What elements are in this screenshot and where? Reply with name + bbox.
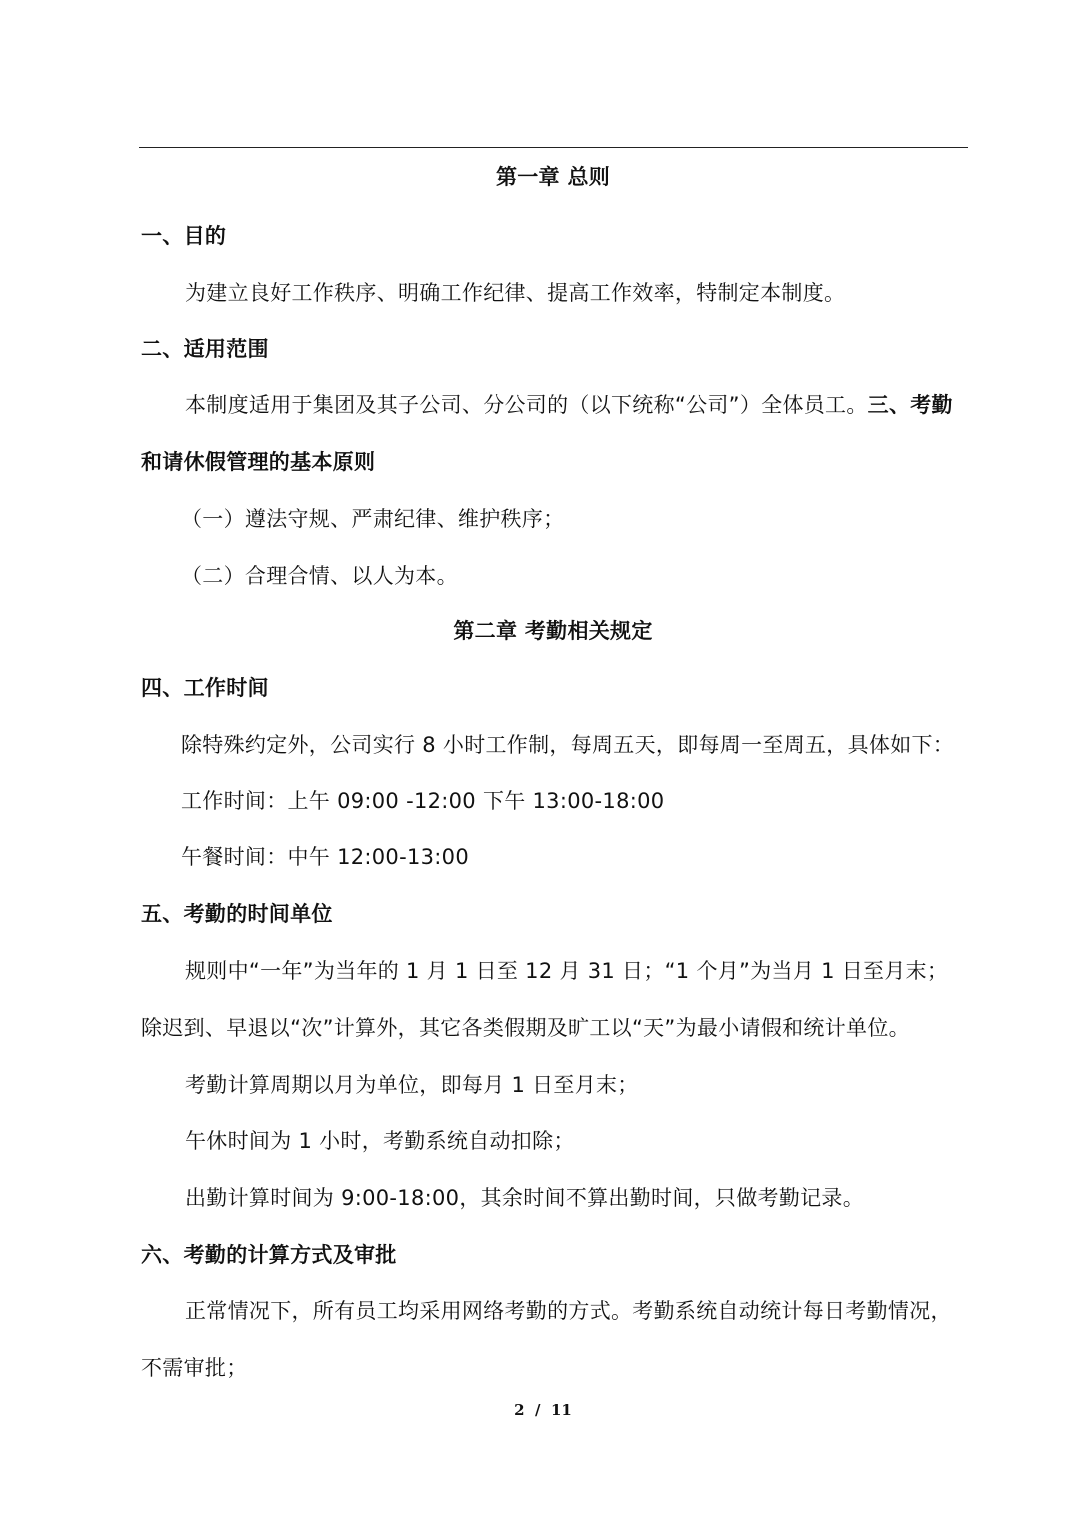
section-2-text-line (185, 390, 953, 420)
section-5-para-2: 考勤计算周期以月为单位，即每月 1 日至月末； (185, 1073, 639, 1097)
header-rule (139, 147, 968, 148)
section-3-item-2: （二）合理合情、以人为本。 (181, 564, 458, 588)
section-3-heading-end: 和请休假管理的基本原则 (141, 450, 376, 474)
section-5-para-4: 出勤计算时间为 9:00-18:00，其余时间不算出勤时间，只做考勤记录。 (185, 1186, 865, 1210)
page-number: 2 / 11 (514, 1401, 572, 1419)
section-6-para-1-line-2: 不需审批； (141, 1356, 248, 1380)
section-3-item-1: （一）遵法守规、严肃纪律、维护秩序； (181, 507, 565, 531)
section-6-heading: 六、考勤的计算方式及审批 (141, 1243, 397, 1267)
section-5-para-1-line-1: 规则中“一年”为当年的 1 月 1 日至 12 月 31 日；“1 个月”为当月 1 日至月末； (185, 959, 949, 983)
section-4-heading: 四、工作时间 (141, 676, 269, 700)
section-5-heading: 五、考勤的时间单位 (141, 902, 333, 926)
section-1-heading: 一、目的 (141, 224, 227, 248)
section-5-para-3: 午休时间为 1 小时，考勤系统自动扣除； (185, 1129, 575, 1153)
chapter-1-title: 第一章 总则 (495, 165, 611, 189)
chapter-2-title: 第二章 考勤相关规定 (453, 619, 653, 643)
section-3-heading-start: 三、考勤 (867, 393, 953, 417)
section-4-intro: 除特殊约定外，公司实行 8 小时工作制，每周五天，即每周一至周五，具体如下： (181, 733, 955, 757)
section-2-heading: 二、适用范围 (141, 337, 269, 361)
section-2-text: 本制度适用于集团及其子公司、分公司的（以下统称“公司”）全体员工。 (185, 393, 868, 417)
section-6-para-1-line-1: 正常情况下，所有员工均采用网络考勤的方式。考勤系统自动统计每日考勤情况， (185, 1299, 952, 1323)
section-4-lunch-hours: 午餐时间：中午 12:00-13:00 (181, 845, 469, 869)
section-4-work-hours: 工作时间：上午 09:00 -12:00 下午 13:00-18:00 (181, 789, 665, 813)
section-5-para-1-line-2: 除迟到、早退以“次”计算外，其它各类假期及旷工以“天”为最小请假和统计单位。 (141, 1016, 910, 1040)
section-1-text: 为建立良好工作秩序、明确工作纪律、提高工作效率，特制定本制度。 (185, 281, 846, 305)
